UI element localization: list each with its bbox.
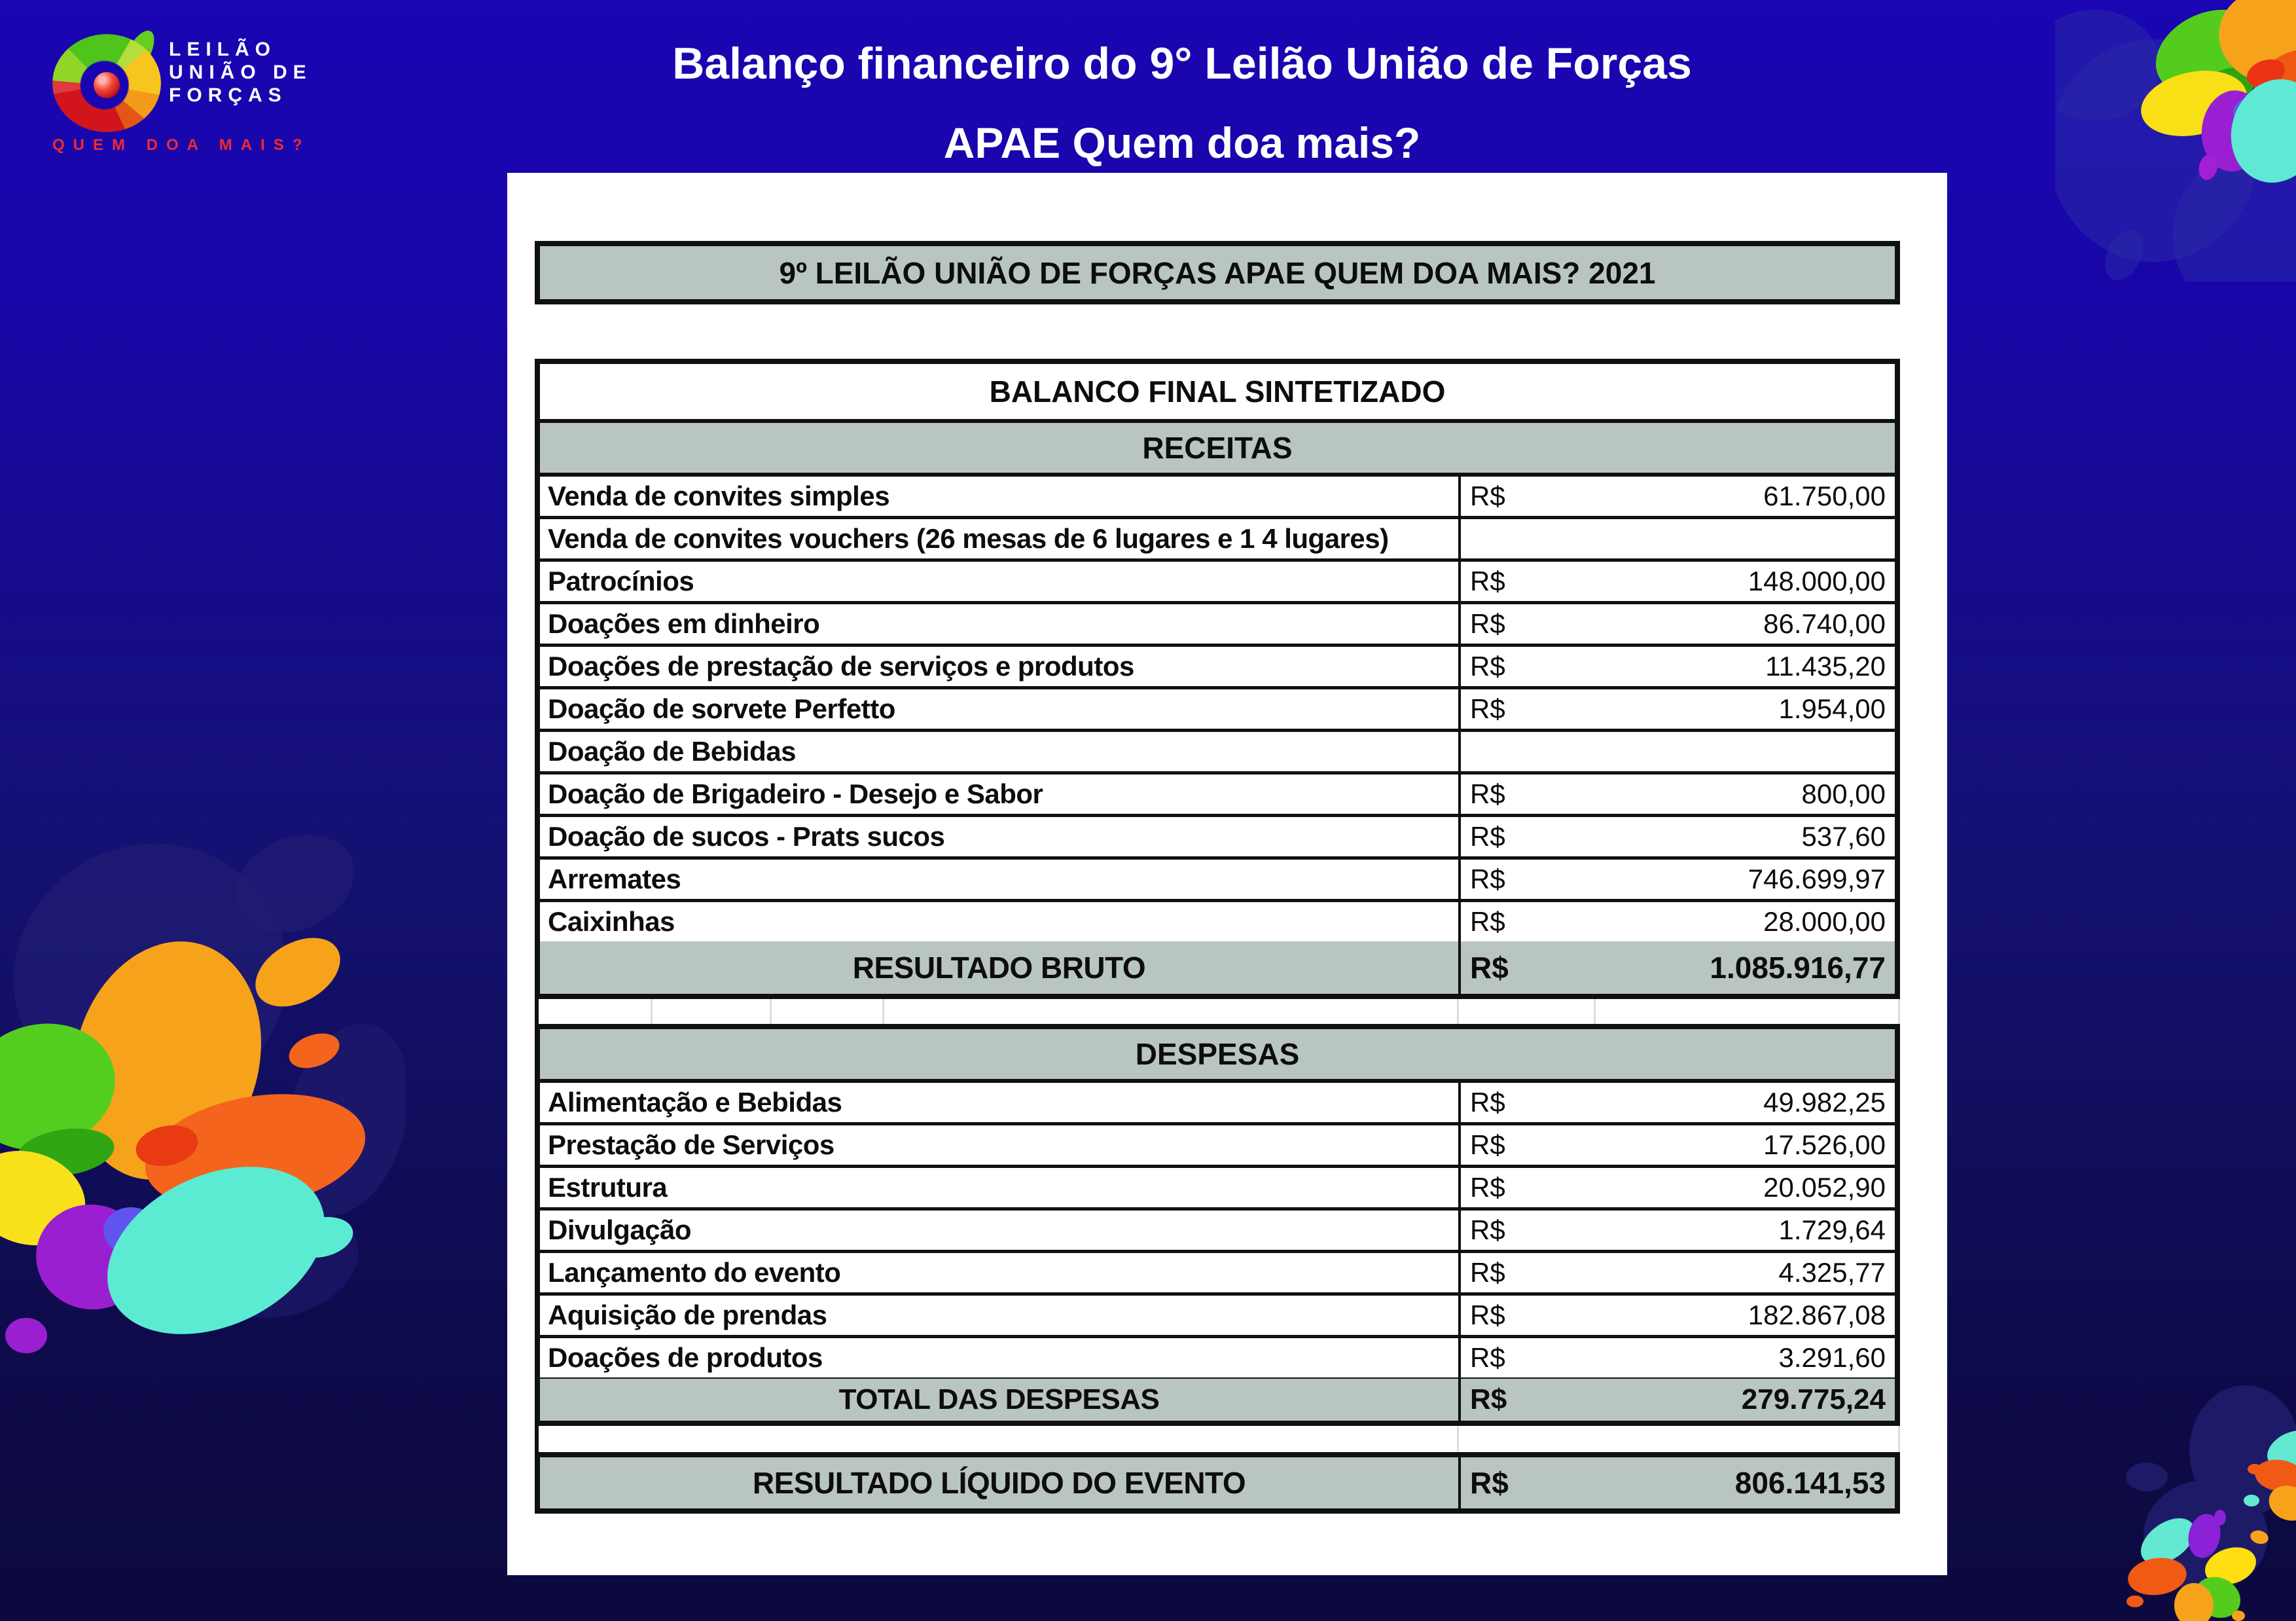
currency-symbol: R$ <box>1470 693 1505 724</box>
amount: 1.729,64 <box>1778 1214 1886 1245</box>
receitas-section <box>535 359 1900 999</box>
table-row <box>540 1338 1895 1377</box>
table-row <box>540 774 1895 817</box>
currency-symbol: R$ <box>1470 864 1505 894</box>
amount: 20.052,90 <box>1763 1172 1886 1203</box>
currency-symbol: R$ <box>1470 1129 1505 1160</box>
row-value <box>1458 1379 1895 1421</box>
amount: 746.699,97 <box>1748 864 1886 894</box>
table-row <box>540 1211 1895 1253</box>
row-label: Estrutura <box>548 1172 668 1203</box>
table-row <box>540 1296 1895 1338</box>
row-value <box>1458 774 1895 814</box>
logo-tagline: QUEM DOA MAIS? <box>52 136 311 154</box>
row-value <box>1458 519 1895 558</box>
grid-spacer <box>535 999 1900 1024</box>
table-title-bar: 9º LEILÃO UNIÃO DE FORÇAS APAE QUEM DOA MAIS? 2021 <box>535 241 1900 304</box>
row-value <box>1458 562 1895 601</box>
resultado-bruto-row <box>540 941 1895 994</box>
row-value <box>1458 477 1895 516</box>
row-label: Patrocínios <box>548 566 694 596</box>
row-label: Doações de prestação de serviços e produtos <box>548 651 1134 682</box>
despesas-header-row: DESPESAS <box>540 1029 1895 1083</box>
amount: 11.435,20 <box>1765 651 1886 682</box>
page-title-line2: APAE Quem doa mais? <box>943 118 1421 167</box>
row-label: Doação de Bebidas <box>548 736 796 767</box>
row-value <box>1458 902 1895 941</box>
resultado-liquido-section <box>535 1452 1900 1514</box>
amount: 3.291,60 <box>1778 1342 1886 1373</box>
row-value <box>1458 732 1895 771</box>
row-label: Alimentação e Bebidas <box>548 1087 842 1118</box>
logo-line1: LEILÃO <box>169 39 276 60</box>
resultado-liquido-row <box>540 1457 1895 1508</box>
amount: 86.740,00 <box>1763 608 1886 639</box>
row-value <box>1458 689 1895 729</box>
table-row <box>540 689 1895 732</box>
row-label: Doação de sucos - Prats sucos <box>548 821 945 852</box>
row-label: Venda de convites simples <box>548 481 890 511</box>
balance-table <box>535 241 1900 1514</box>
report-panel <box>507 173 1947 1575</box>
row-value <box>1458 1125 1895 1165</box>
row-value <box>1458 941 1895 994</box>
currency-symbol: R$ <box>1470 608 1505 639</box>
amount: 148.000,00 <box>1748 566 1886 596</box>
table-subtitle-row: BALANCO FINAL SINTETIZADO <box>540 364 1895 423</box>
row-value <box>1458 1211 1895 1250</box>
currency-symbol: R$ <box>1470 651 1505 682</box>
currency-symbol: R$ <box>1470 1342 1505 1373</box>
currency-symbol: R$ <box>1470 1300 1505 1330</box>
amount: 28.000,00 <box>1763 906 1886 937</box>
table-row <box>540 1083 1895 1125</box>
amount: 537,60 <box>1801 821 1886 852</box>
row-label: Arremates <box>548 864 681 894</box>
table-row <box>540 817 1895 860</box>
row-label: Doação de Brigadeiro - Desejo e Sabor <box>548 778 1043 809</box>
currency-symbol: R$ <box>1470 1257 1505 1288</box>
row-label: RESULTADO LÍQUIDO DO EVENTO <box>752 1466 1246 1500</box>
table-row <box>540 860 1895 902</box>
currency-symbol: R$ <box>1470 1466 1509 1500</box>
table-row <box>540 1168 1895 1211</box>
row-label: Doações de produtos <box>548 1342 823 1373</box>
table-row <box>540 732 1895 774</box>
despesas-section <box>535 1024 1900 1426</box>
amount: 49.982,25 <box>1763 1087 1886 1118</box>
currency-symbol: R$ <box>1470 821 1505 852</box>
currency-symbol: R$ <box>1470 1172 1505 1203</box>
row-label: TOTAL DAS DESPESAS <box>838 1383 1160 1415</box>
row-value <box>1458 1457 1895 1508</box>
currency-symbol: R$ <box>1470 481 1505 511</box>
currency-symbol: R$ <box>1470 1087 1505 1118</box>
row-value <box>1458 817 1895 856</box>
receitas-header-row: RECEITAS <box>540 423 1895 477</box>
flower-bottom-left-graphic <box>0 805 406 1466</box>
amount: 279.775,24 <box>1741 1383 1886 1415</box>
table-row <box>540 519 1895 562</box>
flower-bottom-right-graphic <box>2121 1372 2296 1621</box>
table-gap <box>535 304 1900 359</box>
row-value <box>1458 860 1895 899</box>
row-label: Prestação de Serviços <box>548 1129 834 1160</box>
row-value <box>1458 1296 1895 1335</box>
receitas-rows <box>540 477 1895 941</box>
table-row <box>540 604 1895 647</box>
table-row <box>540 1125 1895 1168</box>
currency-symbol: R$ <box>1470 778 1505 809</box>
row-value <box>1458 1338 1895 1377</box>
row-label: Caixinhas <box>548 906 675 937</box>
page-title-line1: Balanço financeiro do 9° Leilão União de Forças <box>672 39 1692 88</box>
row-label: Aquisição de prendas <box>548 1300 827 1330</box>
despesas-rows <box>540 1083 1895 1377</box>
table-row <box>540 562 1895 604</box>
row-label: Doação de sorvete Perfetto <box>548 693 895 724</box>
row-label: Venda de convites vouchers (26 mesas de 6 lugares e 1 4 lugares) <box>548 523 1389 554</box>
total-despesas-row <box>540 1377 1895 1421</box>
logo-line3: FORÇAS <box>169 84 287 106</box>
row-label: RESULTADO BRUTO <box>852 951 1146 985</box>
amount: 1.085.916,77 <box>1710 951 1886 985</box>
currency-symbol: R$ <box>1470 1383 1507 1415</box>
table-row <box>540 1253 1895 1296</box>
amount: 1.954,00 <box>1778 693 1886 724</box>
amount: 806.141,53 <box>1734 1466 1886 1500</box>
row-value <box>1458 1168 1895 1207</box>
page-title <box>34 38 2296 168</box>
currency-symbol: R$ <box>1470 566 1505 596</box>
table-row <box>540 902 1895 941</box>
grid-spacer <box>535 1426 1900 1452</box>
row-label: Divulgação <box>548 1214 692 1245</box>
table-row <box>540 477 1895 519</box>
row-value <box>1458 1083 1895 1122</box>
currency-symbol: R$ <box>1470 906 1505 937</box>
row-value <box>1458 647 1895 686</box>
amount: 800,00 <box>1801 778 1886 809</box>
currency-symbol: R$ <box>1470 951 1509 985</box>
amount: 4.325,77 <box>1778 1257 1886 1288</box>
logo-line2: UNIÃO DE <box>169 62 312 83</box>
row-label: Doações em dinheiro <box>548 608 820 639</box>
amount: 61.750,00 <box>1763 481 1886 511</box>
currency-symbol: R$ <box>1470 1214 1505 1245</box>
row-label: Lançamento do evento <box>548 1257 841 1288</box>
row-value <box>1458 604 1895 644</box>
amount: 182.867,08 <box>1748 1300 1886 1330</box>
table-row <box>540 647 1895 689</box>
row-value <box>1458 1253 1895 1292</box>
amount: 17.526,00 <box>1763 1129 1886 1160</box>
